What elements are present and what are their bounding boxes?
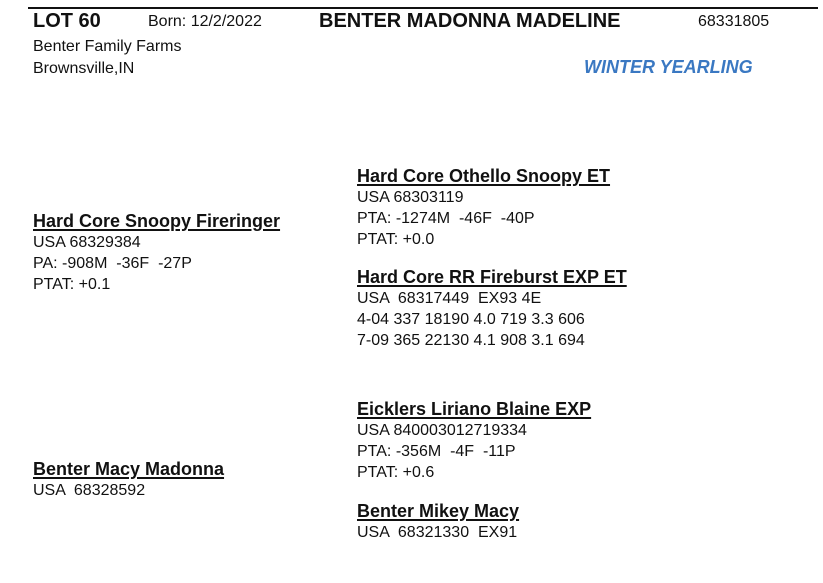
birth-date: Born: 12/2/2022 (148, 13, 262, 30)
sire-sire-pta: PTA: -1274M -46F -40P (357, 210, 535, 227)
sire-dam-reg: USA 68317449 EX93 4E (357, 290, 542, 307)
sire-pa: PA: -908M -36F -27P (33, 255, 192, 272)
dam-sire-block (357, 398, 591, 483)
sire-dam-block (357, 266, 647, 351)
dam-sire-name: Eicklers Liriano Blaine EXP (357, 399, 592, 419)
dam-name: Benter Macy Madonna (33, 459, 225, 479)
dam-sire-pta: PTA: -356M -4F -11P (357, 443, 516, 460)
sire-sire-block (357, 165, 610, 250)
dam-reg: USA 68328592 (33, 482, 146, 499)
sire-sire-ptat: PTAT: +0.0 (357, 231, 435, 248)
dam-sire-ptat: PTAT: +0.6 (357, 464, 435, 481)
sire-sire-reg: USA 68303119 (357, 189, 464, 206)
dam-dam-block (357, 500, 519, 543)
breeder-name: Benter Family Farms (33, 38, 182, 55)
show-class: WINTER YEARLING (584, 57, 753, 77)
sire-block (33, 210, 280, 295)
breeder-location: Brownsville,IN (33, 60, 135, 77)
dam-block (33, 458, 224, 501)
sire-reg: USA 68329384 (33, 234, 141, 251)
sire-sire-name: Hard Core Othello Snoopy ET (357, 166, 611, 186)
dam-dam-name: Benter Mikey Macy (357, 501, 520, 521)
top-rule (28, 7, 818, 9)
sire-name: Hard Core Snoopy Fireringer (33, 211, 281, 231)
sire-ptat: PTAT: +0.1 (33, 276, 111, 293)
dam-dam-reg: USA 68321330 EX91 (357, 524, 518, 541)
sire-dam-name: Hard Core RR Fireburst EXP ET (357, 267, 627, 287)
sire-dam-record-1: 4-04 337 18190 4.0 719 3.3 606 (357, 311, 585, 328)
registration-number: 68331805 (698, 13, 770, 30)
dam-sire-reg: USA 840003012719334 (357, 422, 527, 439)
lot-number: LOT 60 (33, 10, 101, 32)
animal-name: BENTER MADONNA MADELINE (319, 10, 621, 32)
sire-dam-record-2: 7-09 365 22130 4.1 908 3.1 694 (357, 332, 585, 349)
